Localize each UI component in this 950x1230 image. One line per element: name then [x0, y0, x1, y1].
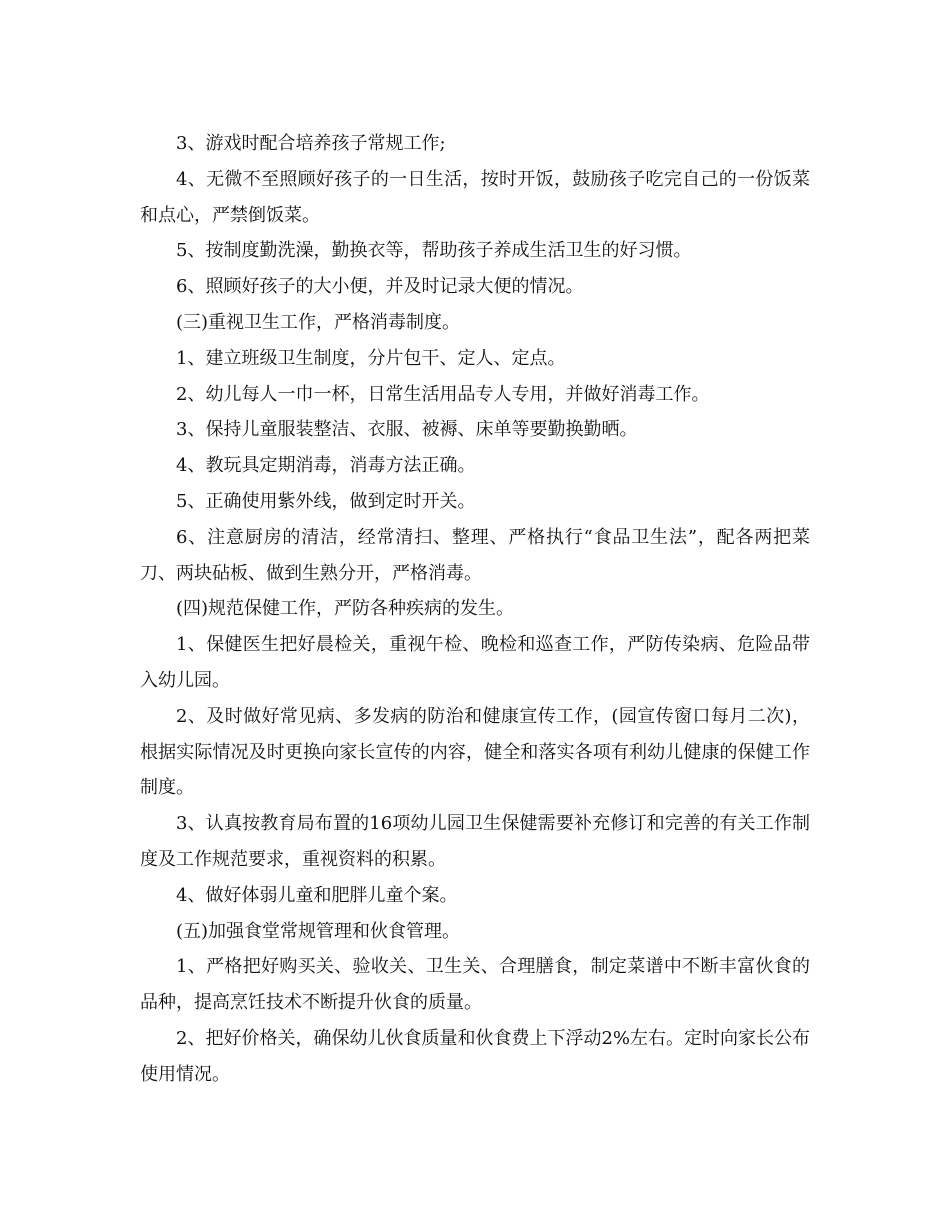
- paragraph-12: 2、及时做好常见病、多发病的防治和健康宣传工作，(园宣传窗口每月二次)，根据实际情况及时更换向家长宣传的内容，健全和落实各项有利幼儿健康的保健工作制度。: [140, 705, 810, 799]
- paragraph-3: 5、按制度勤洗澡，勤换衣等，帮助孩子养成生活卫生的好习惯。: [176, 240, 692, 262]
- paragraph-11: 1、保健医生把好晨检关，重视午检、晚检和巡查工作，严防传染病、危险品带入幼儿园。: [140, 634, 810, 691]
- section-heading-4: (四)规范保健工作，严防各种疾病的发生。: [176, 598, 515, 620]
- paragraph-16: 2、把好价格关，确保幼儿伙食质量和伙食费上下浮动2%左右。定时向家长公布使用情况。: [140, 1027, 811, 1085]
- paragraph-7: 3、保持儿童服装整洁、衣服、被褥、床单等要勤换勤晒。: [176, 419, 638, 441]
- paragraph-5: 1、建立班级卫生制度，分片包干、定人、定点。: [176, 347, 566, 369]
- paragraph-4: 6、照顾好孩子的大小便，并及时记录大便的情况。: [176, 276, 584, 298]
- paragraph-8: 4、教玩具定期消毒，消毒方法正确。: [176, 455, 476, 477]
- section-heading-5: (五)加强食堂常规管理和伙食管理。: [176, 920, 461, 942]
- paragraph-9: 5、正确使用紫外线，做到定时开关。: [176, 490, 476, 512]
- paragraph-10: 6、注意厨房的清洁，经常清扫、整理、严格执行“食品卫生法”，配各两把菜刀、两块砧板、做到生熟分开，严格消毒。: [140, 526, 810, 584]
- paragraph-14: 4、做好体弱儿童和肥胖儿童个案。: [176, 884, 458, 906]
- paragraph-6: 2、幼儿每人一巾一杯，日常生活用品专人专用，并做好消毒工作。: [176, 383, 710, 405]
- paragraph-2: 4、无微不至照顾好孩子的一日生活，按时开饭，鼓励孩子吃完自己的一份饭菜和点心，严禁倒饭菜。: [140, 168, 810, 226]
- paragraph-1: 3、游戏时配合培养孩子常规工作;: [176, 133, 446, 154]
- section-heading-3: (三)重视卫生工作，严格消毒制度。: [176, 311, 461, 333]
- paragraph-13: 3、认真按教育局布置的16项幼儿园卫生保健需要补充修订和完善的有关工作制度及工作规范要求，重视资料的积累。: [140, 813, 810, 870]
- paragraph-15: 1、严格把好购买关、验收关、卫生关、合理膳食，制定菜谱中不断丰富伙食的品种，提高烹饪技术不断提升伙食的质量。: [140, 956, 810, 1014]
- document-body: [140, 126, 810, 1093]
